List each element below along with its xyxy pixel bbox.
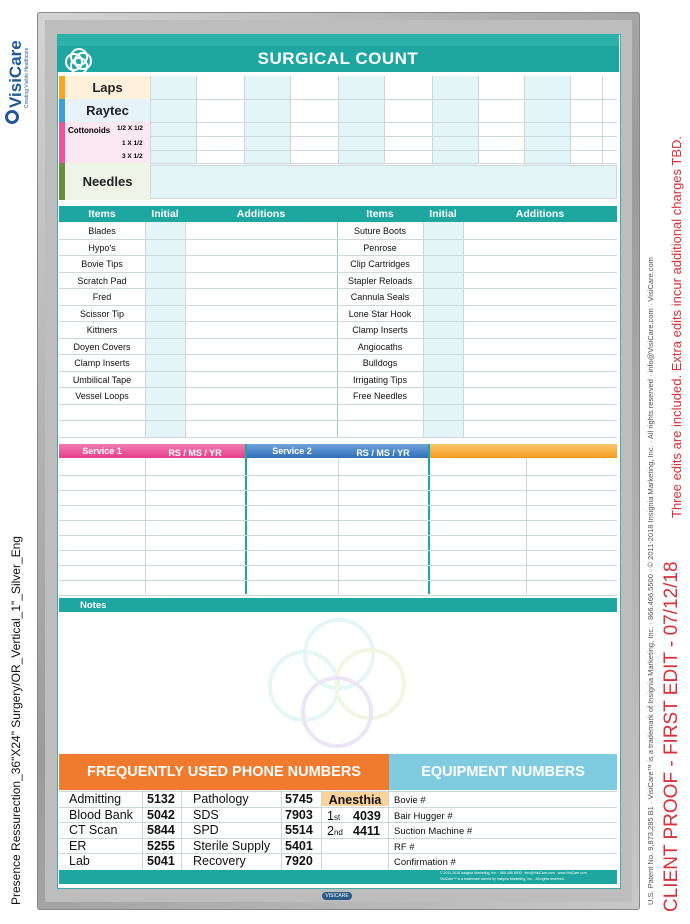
phone-dept: SDS xyxy=(193,808,219,822)
equipment-field: Bovie # xyxy=(394,795,426,806)
phone-number: 5745 xyxy=(285,792,313,806)
items-header-left: Items xyxy=(59,208,145,220)
phone-number: 5255 xyxy=(147,839,175,853)
service-row-divider xyxy=(59,580,617,581)
item-left: Hypo's xyxy=(88,243,116,253)
patent-text: U.S. Patent No. 9,873,285 B1 · VisiCare™ is a trademark of Insignia Marketing, Inc. · 866.466.5500 · © 2011-2018 Insignia Marketing, Inc. · All rights reserved · info@VisiCare.com · VisiCare.com xyxy=(646,257,655,905)
row-divider xyxy=(59,420,617,421)
service2-label: Service 2 xyxy=(272,446,312,456)
item-left: Scratch Pad xyxy=(77,276,127,286)
service-row-divider xyxy=(59,535,617,536)
service-row-divider xyxy=(59,565,617,566)
phone-dept: Lab xyxy=(69,854,90,868)
item-left: Clamp Inserts xyxy=(74,358,130,368)
item-left: Bovie Tips xyxy=(81,259,123,269)
equipment-field: Bair Hugger # xyxy=(394,811,453,822)
size-1: 1/2 X 1/2 xyxy=(117,125,144,132)
notes-label: Notes xyxy=(80,600,107,611)
phone-row-divider xyxy=(59,838,617,839)
additions-header-left: Additions xyxy=(185,208,337,220)
service2-rs-label: RS / MS / YR xyxy=(356,448,410,458)
phone-dept: Pathology xyxy=(193,792,249,806)
anesthia-first-num: 4039 xyxy=(353,809,381,823)
additions-header-right: Additions xyxy=(463,208,617,220)
phone-number: 5042 xyxy=(147,808,175,822)
phone-row-divider xyxy=(59,807,617,808)
item-right: Irrigating Tips xyxy=(352,375,408,385)
item-right: Bulldogs xyxy=(362,358,398,368)
service-row-divider xyxy=(59,475,617,476)
phone-row-divider xyxy=(59,853,617,854)
laps-row-label: Laps xyxy=(59,76,150,99)
service-row-divider xyxy=(59,550,617,551)
phone-dept: SPD xyxy=(193,823,219,837)
item-left: Blades xyxy=(88,226,116,236)
anesthia-first: 1st xyxy=(327,809,341,823)
proof-text: CLIENT PROOF - FIRST EDIT - 07/12/18 xyxy=(661,561,682,912)
initial-header-left: Initial xyxy=(145,208,185,220)
phone-header-label: FREQUENTLY USED PHONE NUMBERS xyxy=(87,764,361,780)
brand-logo xyxy=(2,18,32,128)
page-title: SURGICAL COUNT xyxy=(257,49,419,68)
items-header-right: Items xyxy=(337,208,423,220)
anesthia-second-num: 4411 xyxy=(353,824,381,838)
footer-small: © 2011-2018 Insignia Marketing, Inc. · 866.466.5500 · info@VisiCare.com · www.VisiCare.com xyxy=(440,871,587,875)
item-right: Suture Boots xyxy=(353,226,407,236)
item-left: Umbilical Tape xyxy=(72,375,132,385)
logo-icon xyxy=(5,110,19,124)
row-divider xyxy=(59,437,617,438)
size-3: 3 X 1/2 xyxy=(122,153,143,160)
phone-number: 5401 xyxy=(285,839,313,853)
anesthia-label: Anesthia xyxy=(328,793,382,807)
phone-dept: CT Scan xyxy=(69,823,118,837)
raytec-row-label: Raytec xyxy=(59,99,150,122)
phone-dept: Admitting xyxy=(69,792,122,806)
equip-header-label: EQUIPMENT NUMBERS xyxy=(421,764,585,780)
equipment-field: Confirmation # xyxy=(394,857,456,868)
notes-bar xyxy=(59,598,617,612)
anesthia-second: 2nd xyxy=(327,824,343,838)
item-right: Lone Star Hook xyxy=(348,309,412,319)
size-2: 1 X 1/2 xyxy=(122,140,143,147)
left-file-label: Presence Ressurection_36"X24" Surgery/OR_Vertical_1"_Silver_Eng xyxy=(9,536,23,905)
phone-dept: Recovery xyxy=(193,854,246,868)
bottom-logo: VISICARE xyxy=(322,892,352,900)
phone-number: 5132 xyxy=(147,792,175,806)
cottonoids-row-label: Cottonoids 1/2 X 1/2 1 X 1/2 3 X 1/2 xyxy=(59,122,150,163)
services-area xyxy=(59,444,617,594)
item-right: Angiocaths xyxy=(357,342,403,352)
phone-dept: ER xyxy=(69,839,87,853)
service-row-divider xyxy=(59,595,617,596)
service-row-divider xyxy=(59,520,617,521)
equipment-field: Suction Machine # xyxy=(394,826,473,837)
item-left: Fred xyxy=(92,292,112,302)
phone-dept: Blood Bank xyxy=(69,808,133,822)
service-row-divider xyxy=(59,505,617,506)
edits-text: Three edits are included. Extra edits incur additional charges TBD. xyxy=(669,135,684,518)
item-right: Penrose xyxy=(363,243,397,253)
footer-small-2: VisiCare™ is a trademark owned by Insignia Marketing, Inc. · All rights reserved. xyxy=(440,877,565,881)
brand-tagline: Creating Visible Healthcare xyxy=(24,47,30,108)
phone-row-divider xyxy=(59,791,617,792)
service1-label: Service 1 xyxy=(82,446,122,456)
equipment-field: RF # xyxy=(394,842,415,853)
phone-number: 5844 xyxy=(147,823,175,837)
item-right: Stapler Reloads xyxy=(347,276,413,286)
phone-number: 5514 xyxy=(285,823,313,837)
item-right: Cannula Seals xyxy=(350,292,410,302)
item-right: Clip Cartridges xyxy=(350,259,410,269)
item-left: Doyen Covers xyxy=(73,342,131,352)
item-left: Scissor Tip xyxy=(79,309,124,319)
brand-name: VisiCare xyxy=(6,40,25,108)
phone-number: 7920 xyxy=(285,854,313,868)
phone-dept: Sterile Supply xyxy=(193,839,271,853)
item-right: Clamp Inserts xyxy=(352,325,408,335)
phone-number: 7903 xyxy=(285,808,313,822)
item-left: Kittners xyxy=(86,325,118,335)
service1-rs-label: RS / MS / YR xyxy=(168,448,222,458)
item-left: Vessel Loops xyxy=(75,391,129,401)
item-right: Free Needles xyxy=(352,391,408,401)
row-divider xyxy=(59,404,617,405)
initial-header-right: Initial xyxy=(423,208,463,220)
service-row-divider xyxy=(59,490,617,491)
header-band xyxy=(57,34,619,46)
needles-row-label: Needles xyxy=(59,163,150,200)
watermark-clover-icon xyxy=(268,618,408,748)
phone-number: 5041 xyxy=(147,854,175,868)
